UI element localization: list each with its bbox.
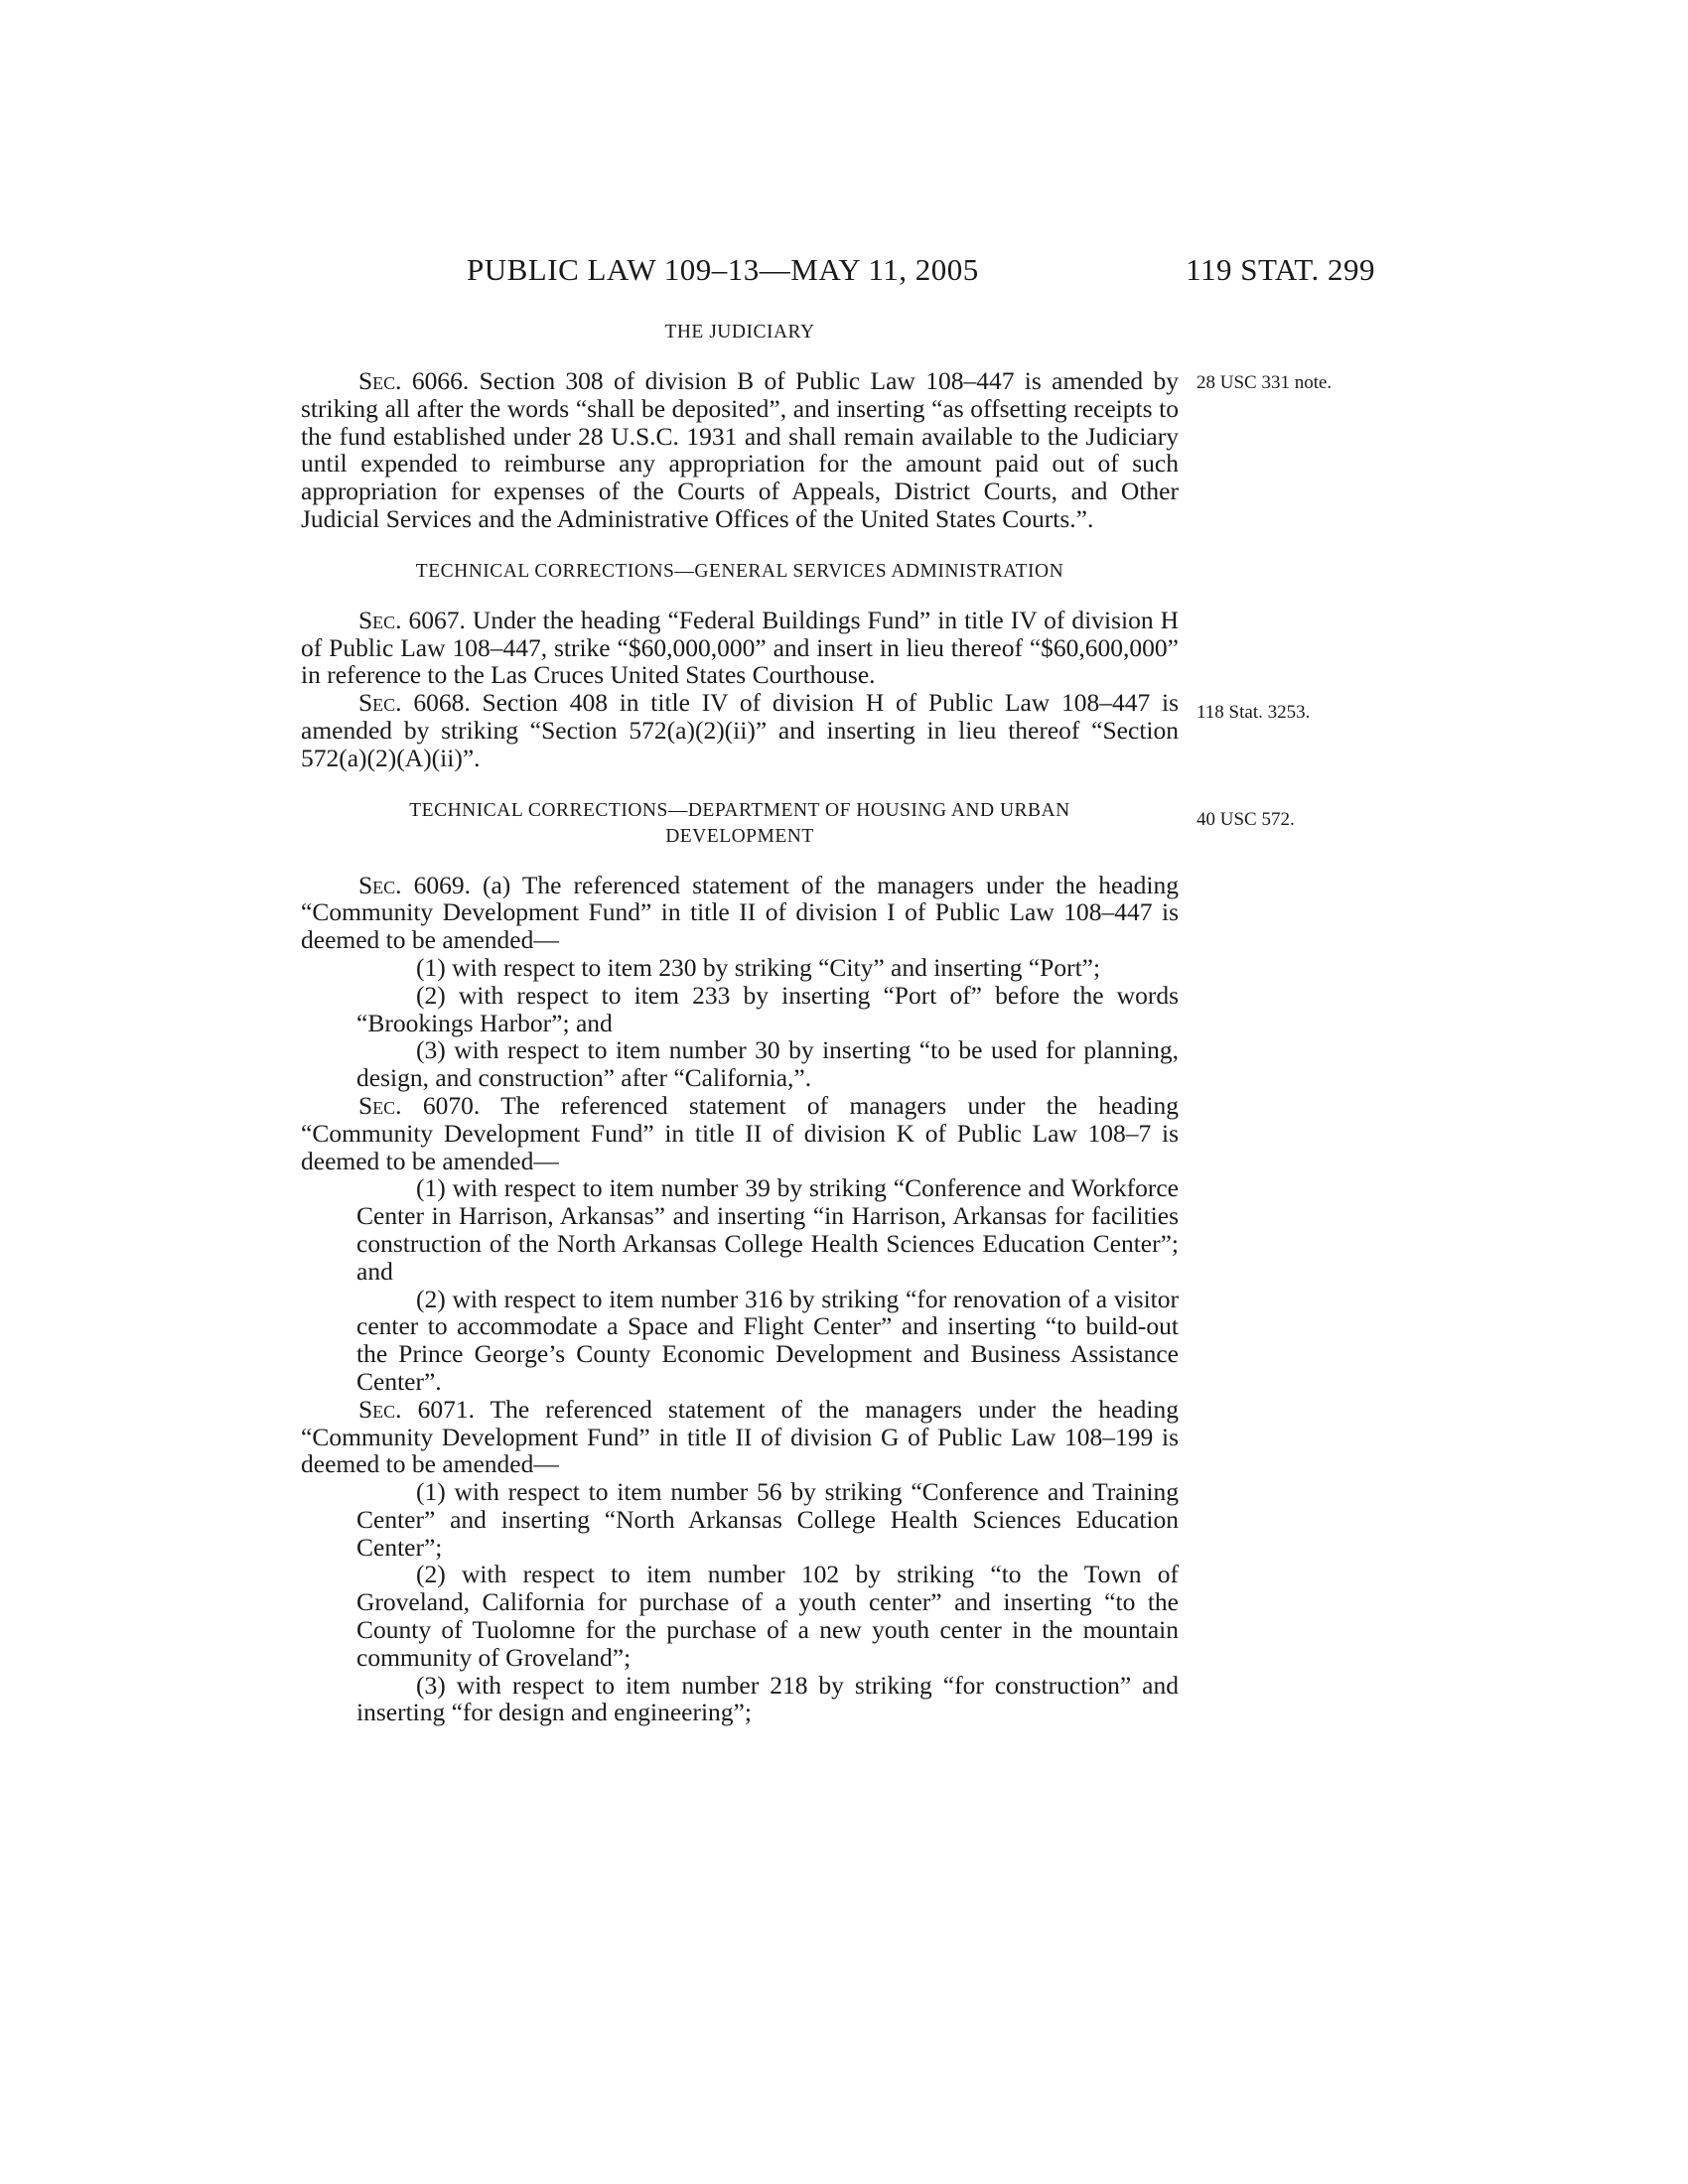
section-label: Sec. [358, 366, 402, 395]
section-6066-text: 6066. Section 308 of division B of Public Law 108–447 is amended by striking all after the words “shall be deposited”, and inserting “as offsetting receipts to the fund established under 28 U.S.C. 1931 and shall remain available to the Judiciary until expended to reimburse any appropriation for the amount paid out of such appropriation for expenses of the Courts of Appeals, District Courts, and Other Judicial Services and the Administrative Offices of the United States Courts.”. [301, 366, 1179, 533]
section-6067 [301, 607, 1179, 689]
list-item: (3) with respect to item number 30 by inserting “to be used for planning, design, and construction” after “California,”. [356, 1035, 1179, 1093]
heading-judiciary: THE JUDICIARY [664, 322, 815, 342]
running-head [298, 248, 1375, 292]
list-item: (3) with respect to item number 218 by striking “for construction” and inserting “for design and engineering”; [356, 1670, 1179, 1727]
heading-hud [301, 798, 1179, 850]
section-6068-text: 6068. Section 408 in title IV of division H of Public Law 108–447 is amended by striking “Section 572(a)(2)(ii)” and inserting in lieu thereof “Section 572(a)(2)(A)(ii)”. [301, 688, 1179, 772]
page-title: PUBLIC LAW 109–13—MAY 11, 2005 [467, 252, 979, 287]
section-6067-text: 6067. Under the heading “Federal Buildings Fund” in title IV of division H of Public Law 108–447, strike “$60,000,000” and insert in lieu thereof “$60,600,000” in reference to the Las Cruces United States Courthouse. [301, 605, 1179, 690]
section-label: Sec. [358, 870, 402, 899]
heading-hud-line1: TECHNICAL CORRECTIONS—DEPARTMENT OF HOUSING AND URBAN [409, 799, 1070, 821]
statute-page-number: 119 STAT. 299 [1186, 252, 1375, 287]
section-6069-text: 6069. (a) The referenced statement of the managers under the heading “Community Development Fund” in title II of division I of Public Law 108–447 is deemed to be amended— [301, 870, 1179, 955]
heading-hud-line2: DEVELOPMENT [665, 825, 814, 847]
section-label: Sec. [358, 1090, 402, 1120]
marginal-note-28-usc-331: 28 USC 331 note. [1196, 372, 1333, 393]
list-item: (2) with respect to item number 102 by striking “to the Town of Groveland, California for purchase of a youth center” and inserting “to the County of Tuolomne for the purchase of a new youth center in the mountain community of Groveland”; [356, 1560, 1179, 1672]
document-body [301, 320, 1179, 1726]
list-item: (2) with respect to item 233 by inserting “Port of” before the words “Brookings Harbor”; and [356, 980, 1179, 1037]
section-label: Sec. [358, 605, 402, 634]
list-item: (1) with respect to item number 56 by striking “Conference and Training Center” and inserting “North Arkansas College Health Sciences Education Center”; [356, 1477, 1179, 1562]
list-item: (2) with respect to item number 316 by striking “for renovation of a visitor center to accommodate a Space and Flight Center” and inserting “to build-out the Prince George’s County Economic Development and Business Assistance Center”. [356, 1284, 1179, 1396]
section-6071-text: 6071. The referenced statement of the managers under the heading “Community Development Fund” in title II of division G of Public Law 108–199 is deemed to be amended— [301, 1394, 1179, 1479]
section-label: Sec. [358, 688, 402, 718]
section-6070-text: 6070. The referenced statement of managers under the heading “Community Development Fund” in title II of division K of Public Law 108–7 is deemed to be amended— [301, 1090, 1179, 1175]
marginal-note-40-usc-572: 40 USC 572. [1196, 809, 1295, 830]
section-6066 [301, 367, 1179, 533]
section-label: Sec. [358, 1394, 402, 1424]
section-6071 [301, 1396, 1179, 1478]
section-6069 [301, 872, 1179, 954]
section-6068 [301, 689, 1179, 771]
marginal-note-118-stat-3253: 118 Stat. 3253. [1196, 702, 1311, 723]
list-item: (1) with respect to item 230 by striking “City” and inserting “Port”; [416, 952, 1101, 982]
heading-gsa: TECHNICAL CORRECTIONS—GENERAL SERVICES ADMINISTRATION [415, 560, 1064, 582]
list-item: (1) with respect to item number 39 by striking “Conference and Workforce Center in Harrison, Arkansas” and inserting “in Harrison, Arkansas for facilities construction of the North Arkansas College Health Sciences Education Center”; and [356, 1173, 1179, 1286]
section-6070 [301, 1092, 1179, 1174]
